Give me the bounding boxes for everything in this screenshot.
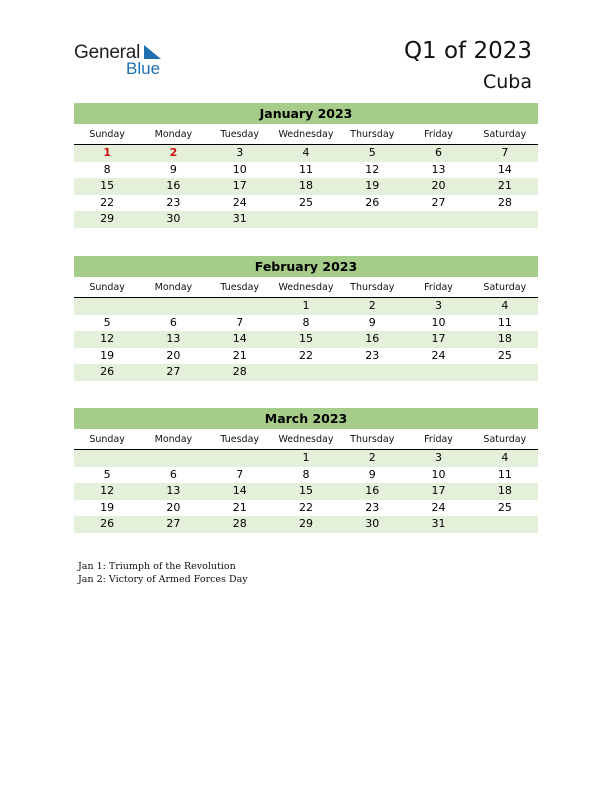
holiday-note: Jan 1: Triumph of the Revolution [78, 561, 236, 572]
weekday-label: Friday [424, 434, 453, 445]
weekday-label: Tuesday [220, 129, 260, 140]
day-cell: 14 [232, 332, 247, 345]
day-cell: 16 [365, 332, 380, 345]
day-cell [273, 211, 339, 228]
day-cell [472, 516, 538, 533]
month-block-february [74, 256, 538, 381]
day-cell: 29 [298, 517, 313, 530]
day-cell: 19 [365, 179, 380, 192]
day-cell [74, 450, 140, 467]
week-row [74, 500, 538, 517]
day-cell [472, 364, 538, 381]
day-cell: 9 [368, 315, 376, 329]
day-cell: 7 [501, 146, 509, 159]
weekday-label: Tuesday [220, 434, 260, 445]
day-cell: 11 [497, 315, 512, 329]
day-cell [207, 450, 273, 467]
weekday-label: Monday [154, 434, 193, 445]
week-row [74, 331, 538, 348]
day-cell: 2 [368, 451, 376, 464]
day-cell: 24 [232, 195, 247, 209]
day-cell: 12 [100, 484, 115, 497]
week-row [74, 195, 538, 212]
day-cell: 10 [431, 467, 446, 481]
weekday-label: Sunday [89, 129, 125, 140]
weekday-label: Friday [424, 282, 453, 293]
weekday-label: Wednesday [278, 129, 334, 140]
day-cell: 4 [302, 146, 310, 159]
day-cell: 27 [166, 517, 181, 530]
week-row [74, 483, 538, 500]
day-cell: 25 [497, 348, 512, 362]
country-name: Cuba [482, 71, 532, 93]
weekday-header-row [74, 280, 538, 298]
day-cell: 13 [166, 484, 181, 497]
day-cell: 19 [100, 500, 115, 514]
day-cell: 28 [232, 517, 247, 530]
day-cell: 21 [232, 500, 247, 514]
week-row [74, 315, 538, 332]
brand-triangle-icon [142, 44, 162, 60]
day-cell: 30 [365, 517, 380, 530]
weekday-label: Saturday [483, 282, 527, 293]
month-title: January 2023 [74, 103, 538, 124]
day-cell: 15 [100, 179, 115, 192]
day-cell [339, 211, 405, 228]
day-cell: 15 [298, 332, 313, 345]
week-row [74, 145, 538, 162]
day-cell: 14 [232, 484, 247, 497]
weekday-label: Tuesday [220, 282, 260, 293]
day-cell: 2 [368, 299, 376, 312]
day-cell: 17 [431, 332, 446, 345]
day-cell: 13 [431, 162, 446, 176]
week-row [74, 364, 538, 381]
day-cell: 16 [365, 484, 380, 497]
day-cell [140, 298, 206, 315]
day-cell: 8 [103, 162, 111, 176]
day-cell: 9 [368, 467, 376, 481]
day-cell: 28 [497, 195, 512, 209]
day-cell: 28 [232, 365, 247, 378]
brand-name-general: General [74, 42, 141, 63]
day-cell: 6 [169, 467, 177, 481]
weekday-label: Saturday [483, 129, 527, 140]
day-cell: 5 [368, 146, 376, 159]
day-cell [405, 364, 471, 381]
day-cell: 24 [431, 500, 446, 514]
day-cell [472, 211, 538, 228]
day-cell: 1 [302, 299, 310, 312]
month-title: February 2023 [74, 256, 538, 277]
weekday-label: Friday [424, 129, 453, 140]
day-cell: 29 [100, 212, 115, 225]
day-cell: 18 [298, 179, 313, 192]
day-cell: 18 [497, 332, 512, 345]
day-cell: 5 [103, 315, 111, 329]
weeks-grid [74, 450, 538, 533]
day-cell: 21 [232, 348, 247, 362]
day-cell: 15 [298, 484, 313, 497]
weekday-label: Wednesday [278, 434, 334, 445]
day-cell: 27 [431, 195, 446, 209]
day-cell: 31 [232, 212, 247, 225]
week-row [74, 178, 538, 195]
weekday-label: Saturday [483, 434, 527, 445]
holiday-notes [78, 560, 248, 586]
day-cell: 10 [431, 315, 446, 329]
day-cell: 26 [100, 517, 115, 530]
day-cell: 20 [431, 179, 446, 192]
day-cell [207, 298, 273, 315]
day-cell: 4 [501, 451, 509, 464]
week-row [74, 162, 538, 179]
day-cell: 16 [166, 179, 181, 192]
day-cell: 31 [431, 517, 446, 530]
holiday-note: Jan 2: Victory of Armed Forces Day [78, 574, 248, 585]
day-cell: 17 [232, 179, 247, 192]
day-cell: 3 [435, 299, 443, 312]
weekday-label: Thursday [350, 282, 395, 293]
day-cell: 6 [169, 315, 177, 329]
weekday-header-row [74, 127, 538, 145]
day-cell: 9 [169, 162, 177, 176]
day-cell [339, 364, 405, 381]
day-cell: 2 [169, 146, 178, 159]
weekday-label: Sunday [89, 434, 125, 445]
day-cell: 7 [236, 315, 244, 329]
day-cell: 19 [100, 348, 115, 362]
day-cell: 14 [497, 162, 512, 176]
page-title: Q1 of 2023 [403, 38, 532, 64]
day-cell: 11 [497, 467, 512, 481]
weekday-header-row [74, 432, 538, 450]
day-cell [140, 450, 206, 467]
month-block-march [74, 408, 538, 533]
week-row [74, 298, 538, 315]
day-cell: 30 [166, 212, 181, 225]
day-cell: 10 [232, 162, 247, 176]
weekday-label: Monday [154, 282, 193, 293]
week-row [74, 467, 538, 484]
day-cell: 12 [365, 162, 380, 176]
brand-name-blue: Blue [126, 59, 161, 78]
day-cell: 18 [497, 484, 512, 497]
day-cell: 6 [435, 146, 443, 159]
day-cell [405, 211, 471, 228]
weekday-label: Sunday [89, 282, 125, 293]
weekday-label: Thursday [350, 129, 395, 140]
week-row [74, 211, 538, 228]
day-cell: 11 [298, 162, 313, 176]
day-cell: 1 [302, 451, 310, 464]
day-cell: 13 [166, 332, 181, 345]
day-cell: 27 [166, 365, 181, 378]
month-title: March 2023 [74, 408, 538, 429]
day-cell: 3 [435, 451, 443, 464]
day-cell: 25 [298, 195, 313, 209]
day-cell: 4 [501, 299, 509, 312]
day-cell: 23 [166, 195, 181, 209]
day-cell: 7 [236, 467, 244, 481]
month-block-january [74, 103, 538, 228]
day-cell: 8 [302, 315, 310, 329]
weekday-label: Monday [154, 129, 193, 140]
day-cell: 22 [298, 500, 313, 514]
weeks-grid [74, 298, 538, 381]
day-cell: 5 [103, 467, 111, 481]
day-cell: 20 [166, 500, 181, 514]
day-cell [74, 298, 140, 315]
day-cell: 26 [365, 195, 380, 209]
week-row [74, 516, 538, 533]
day-cell: 26 [100, 365, 115, 378]
day-cell: 23 [365, 500, 380, 514]
day-cell: 8 [302, 467, 310, 481]
day-cell: 12 [100, 332, 115, 345]
day-cell: 3 [236, 146, 244, 159]
day-cell [273, 364, 339, 381]
week-row [74, 348, 538, 365]
day-cell: 17 [431, 484, 446, 497]
day-cell: 22 [100, 195, 115, 209]
day-cell: 22 [298, 348, 313, 362]
day-cell: 20 [166, 348, 181, 362]
day-cell: 23 [365, 348, 380, 362]
day-cell: 24 [431, 348, 446, 362]
day-cell: 1 [103, 146, 111, 159]
weekday-label: Thursday [350, 434, 395, 445]
day-cell: 25 [497, 500, 512, 514]
weekday-label: Wednesday [278, 282, 334, 293]
week-row [74, 450, 538, 467]
day-cell: 21 [497, 179, 512, 192]
weeks-grid [74, 145, 538, 228]
